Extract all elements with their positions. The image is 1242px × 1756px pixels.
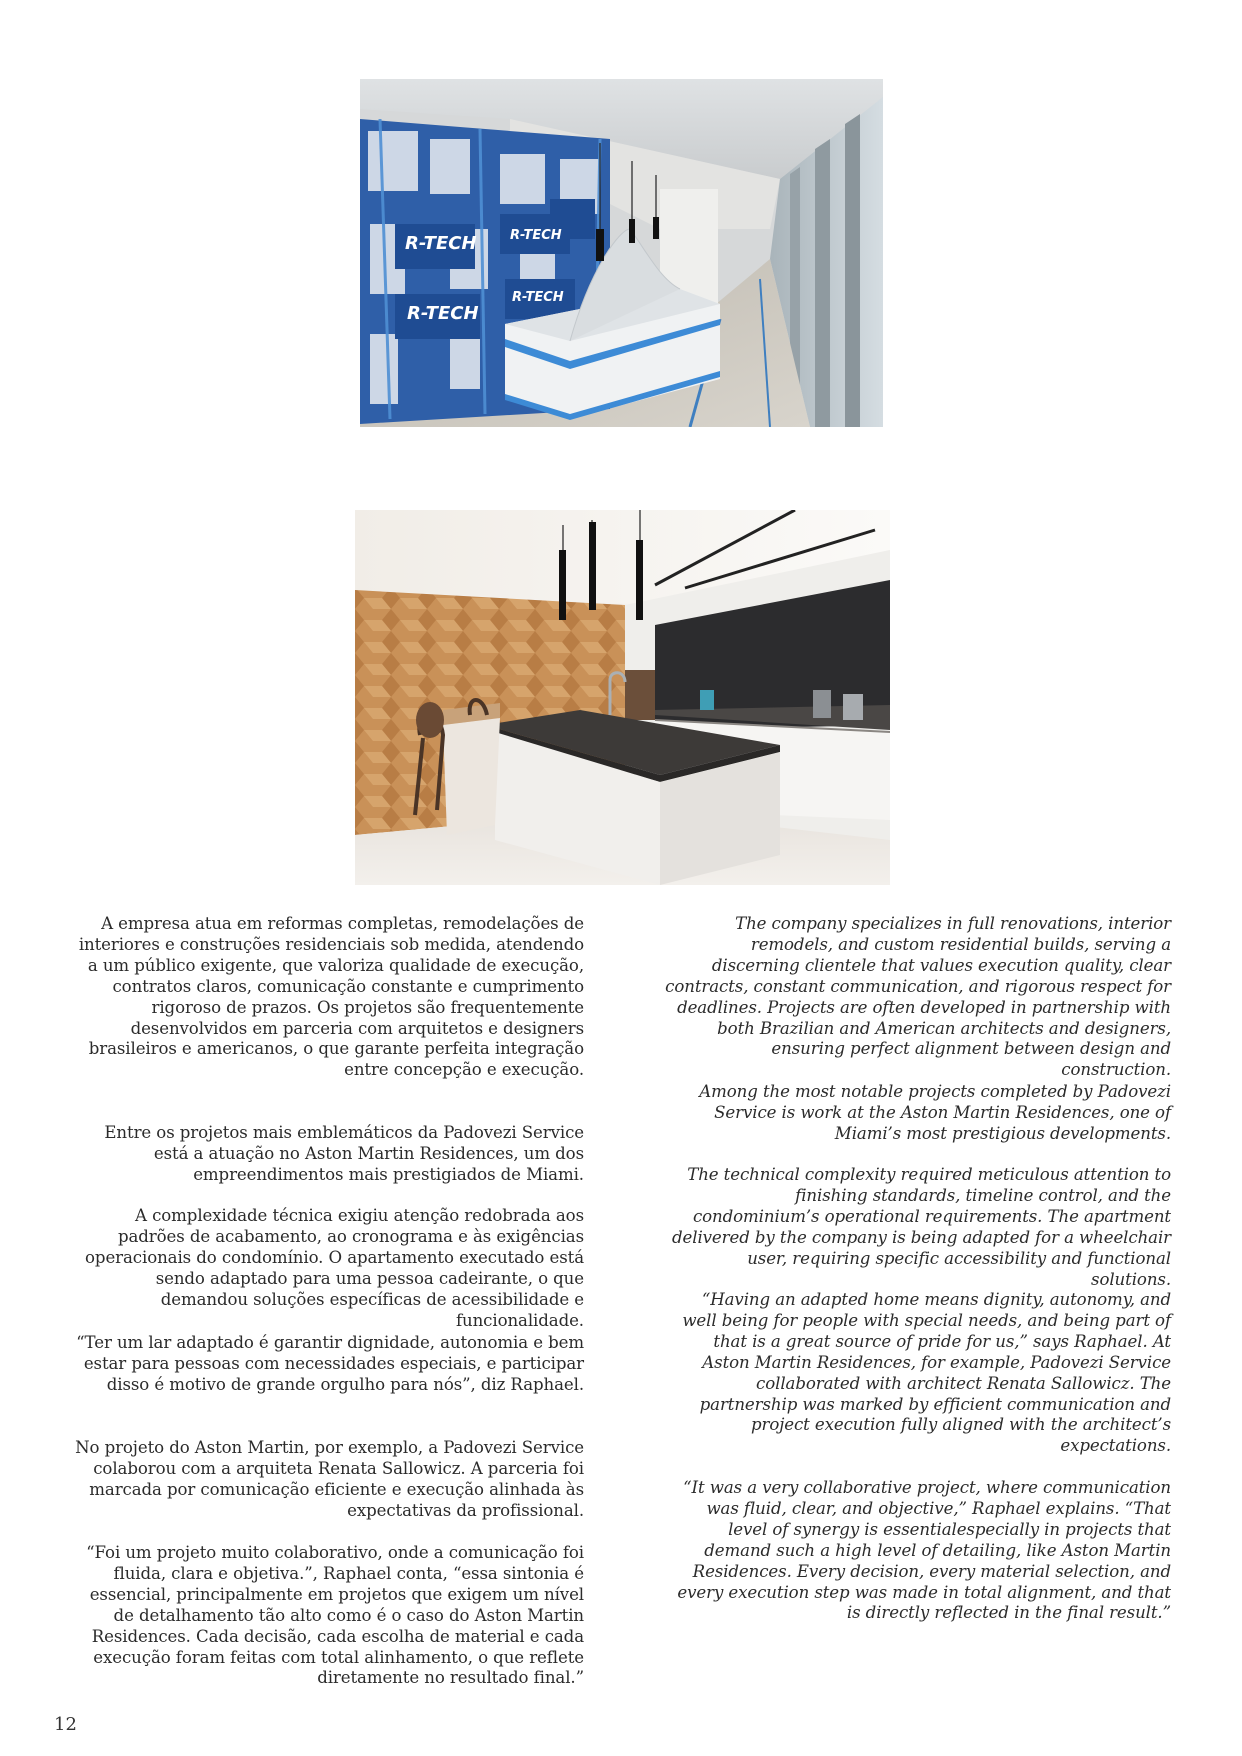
- panel-text-1: R-TECH: [405, 233, 477, 254]
- kitchen-photo: [355, 510, 890, 885]
- en-paragraph-4: “Having an adapted home means dignity, autonomy, and well being for people with special needs, and being part of that is a great source of pride for us,” says Raphael. At Aston Martin Residences, for example, Padovezi Service collaborated with architect Renata Sallowicz. The partnership was marked by efficient communication and project execution fully aligned with the architect’s expectations.: [682, 1290, 1171, 1456]
- panel-text-2: R-TECH: [407, 303, 479, 324]
- pt-paragraph-2: Entre os projetos mais emblemáticos da Padovezi Service está a atuação no Aston Martin Residences, um dos empreendimentos mais prestigiados de Miami.: [104, 1123, 584, 1184]
- page-number: 12: [54, 1714, 77, 1735]
- pt-paragraph-1: A empresa atua em reformas completas, remodelações de interiores e construções residenciais sob medida, atendendo a um público exigente, que valoriza qualidade de execução, contratos claros, comunicação constante e cumprimento rigoroso de prazos. Os projetos são frequentemente desenvolvidos em parceria com arquitetos e designers brasileiros e americanos, o que garante perfeita integração entre concepção e execução.: [78, 914, 584, 1080]
- pt-paragraph-5: No projeto do Aston Martin, por exemplo, a Padovezi Service colaborou com a arquiteta Renata Sallowicz. A parceria foi marcada por comunicação eficiente e execução alinhada às expectativas da profissional.: [75, 1438, 584, 1520]
- panel-text-3: R-TECH: [510, 228, 562, 243]
- kitchen-photo-drawing: [355, 510, 890, 885]
- en-paragraph-1: The company specializes in full renovations, interior remodels, and custom residential builds, serving a discerning clientele that values execution quality, clear contracts, constant communication, and rigorous respect for deadlines. Projects are often developed in partnership with both Brazilian and American architects and designers, ensuring perfect alignment between design and construction.: [665, 914, 1171, 1080]
- construction-photo-drawing: [360, 79, 883, 427]
- en-paragraph-5: “It was a very collaborative project, where communication was fluid, clear, and objective,” Raphael explains. “That level of synergy is essentialespecially in projects that demand such a high level of detailing, like Aston Martin Residences. Every decision, every material selection, and every execution step was made in total alignment, and that is directly reflected in the final result.”: [677, 1478, 1171, 1623]
- en-paragraph-2: Among the most notable projects completed by Padovezi Service is work at the Aston Martin Residences, one of Miami’s most prestigious developments.: [699, 1082, 1171, 1143]
- en-paragraph-3: The technical complexity required meticulous attention to finishing standards, timeline control, and the condominium’s operational requirements. The apartment delivered by the company is being adapted for a wheelchair user, requiring specific accessibility and functional solutions.: [672, 1165, 1171, 1289]
- construction-photo: [360, 79, 883, 427]
- pt-paragraph-6: “Foi um projeto muito colaborativo, onde a comunicação foi fluida, clara e objetiva.”, Raphael conta, “essa sintonia é essencial, principalmente em projetos que exigem um nível de detalhamento tão alto como é o caso do Aston Martin Residences. Cada decisão, cada escolha de material e cada execução foram feitas com total alinhamento, o que reflete diretamente no resultado final.”: [86, 1543, 584, 1688]
- pt-paragraph-3: A complexidade técnica exigiu atenção redobrada aos padrões de acabamento, ao cronograma e às exigências operacionais do condomínio. O apartamento executado está sendo adaptado para uma pessoa cadeirante, o que demandou soluções específicas de acessibilidade e funcionalidade.: [85, 1206, 584, 1330]
- panel-text-4: R-TECH: [512, 290, 564, 305]
- pt-paragraph-4: “Ter um lar adaptado é garantir dignidade, autonomia e bem estar para pessoas com necessidades especiais, e participar disso é motivo de grande orgulho para nós”, diz Raphael.: [76, 1333, 584, 1394]
